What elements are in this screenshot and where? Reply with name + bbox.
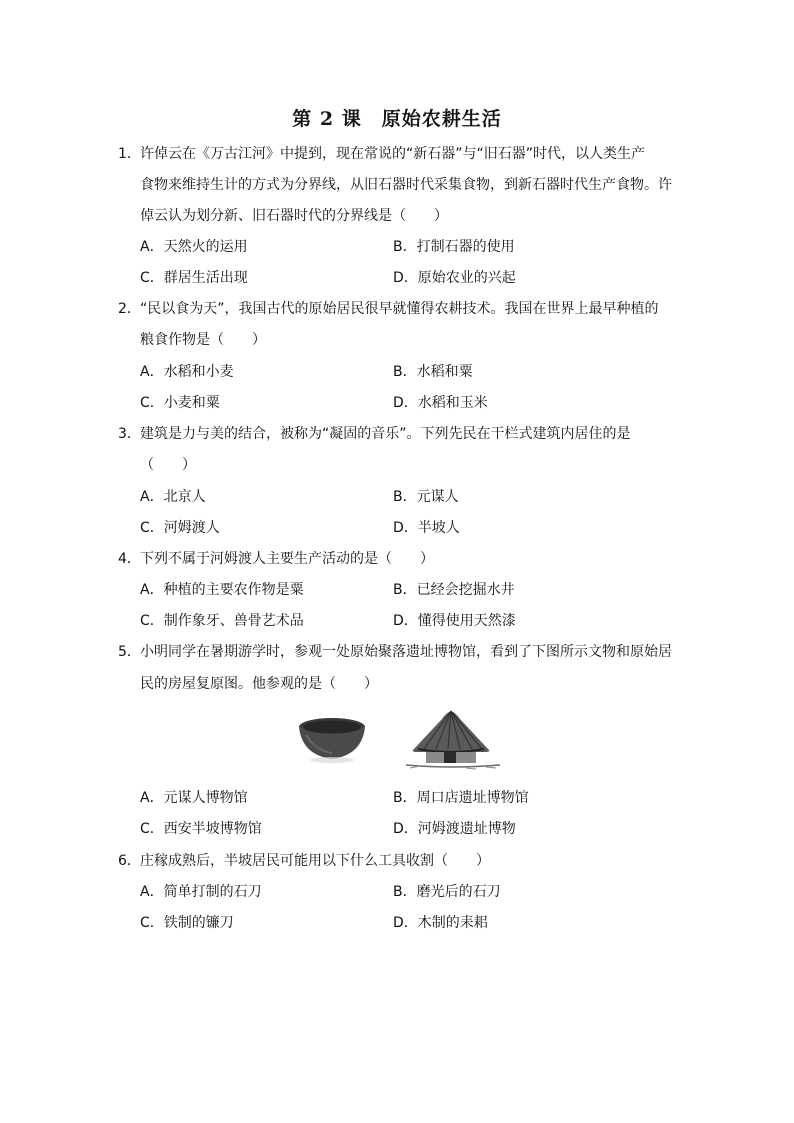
option-b: B．周口店遗址博物馆 [393, 790, 529, 806]
question-stem-line: 许倬云在《万古江河》中提到，现在常说的“新石器”与“旧石器”时代，以人类生产 [140, 146, 646, 162]
option-c: C．西安半坡博物馆 [140, 821, 262, 837]
option-b: B．打制石器的使用 [393, 239, 515, 255]
option-d: D．半坡人 [393, 520, 460, 536]
option-c: C．小麦和粟 [140, 395, 220, 411]
option-c: C．河姆渡人 [140, 520, 220, 536]
question-number: 6． [118, 853, 141, 869]
question-stem-line: 粮食作物是（ ） [140, 332, 266, 348]
option-a: A．元谋人博物馆 [140, 790, 248, 806]
option-d: D．原始农业的兴起 [393, 270, 516, 286]
question-number: 5． [118, 644, 141, 660]
option-a: A．水稻和小麦 [140, 364, 234, 380]
option-a: A．北京人 [140, 489, 206, 505]
thatched-hut-icon [406, 711, 500, 769]
option-a: A．天然火的运用 [140, 239, 248, 255]
artifact-figure [296, 705, 526, 775]
page-title: 第 2 课 原始农耕生活 [292, 108, 502, 130]
question-number: 2． [118, 301, 141, 317]
option-a: A．简单打制的石刀 [140, 884, 262, 900]
option-b: B．元谋人 [393, 489, 459, 505]
question-stem-line: “民以食为天”，我国古代的原始居民很早就懂得农耕技术。我国在世界上最早种植的 [140, 301, 659, 317]
option-a: A．种植的主要农作物是粟 [140, 582, 304, 598]
option-d: D．水稻和玉米 [393, 395, 488, 411]
option-c: C．群居生活出现 [140, 270, 248, 286]
option-b: B．磨光后的石刀 [393, 884, 501, 900]
question-stem-line: 小明同学在暑期游学时，参观一处原始聚落遗址博物馆，看到了下图所示文物和原始居 [140, 644, 672, 660]
option-b: B．已经会挖掘水井 [393, 582, 515, 598]
option-d: D．懂得使用天然漆 [393, 613, 516, 629]
option-b: B．水稻和粟 [393, 364, 473, 380]
question-stem-line: （ ） [140, 457, 196, 473]
question-stem-line: 建筑是力与美的结合，被称为“凝固的音乐”。下列先民在干栏式建筑内居住的是 [140, 426, 631, 442]
pottery-bowl-icon [299, 718, 365, 763]
question-number: 1． [118, 146, 141, 162]
question-stem-line: 庄稼成熟后，半坡居民可能用以下什么工具收割（ ） [140, 853, 490, 869]
question-stem-line: 下列不属于河姆渡人主要生产活动的是（ ） [140, 551, 434, 567]
question-number: 4． [118, 551, 141, 567]
question-stem-line: 食物来维持生计的方式为分界线，从旧石器时代采集食物，到新石器时代生产食物。许 [140, 177, 672, 193]
option-d: D．河姆渡遗址博物 [393, 821, 516, 837]
option-d: D．木制的耒耜 [393, 915, 488, 931]
question-number: 3． [118, 426, 141, 442]
question-stem-line: 倬云认为划分新、旧石器时代的分界线是（ ） [140, 208, 448, 224]
question-stem-line: 民的房屋复原图。他参观的是（ ） [140, 676, 378, 692]
option-c: C．铁制的镰刀 [140, 915, 234, 931]
option-c: C．制作象牙、兽骨艺术品 [140, 613, 304, 629]
